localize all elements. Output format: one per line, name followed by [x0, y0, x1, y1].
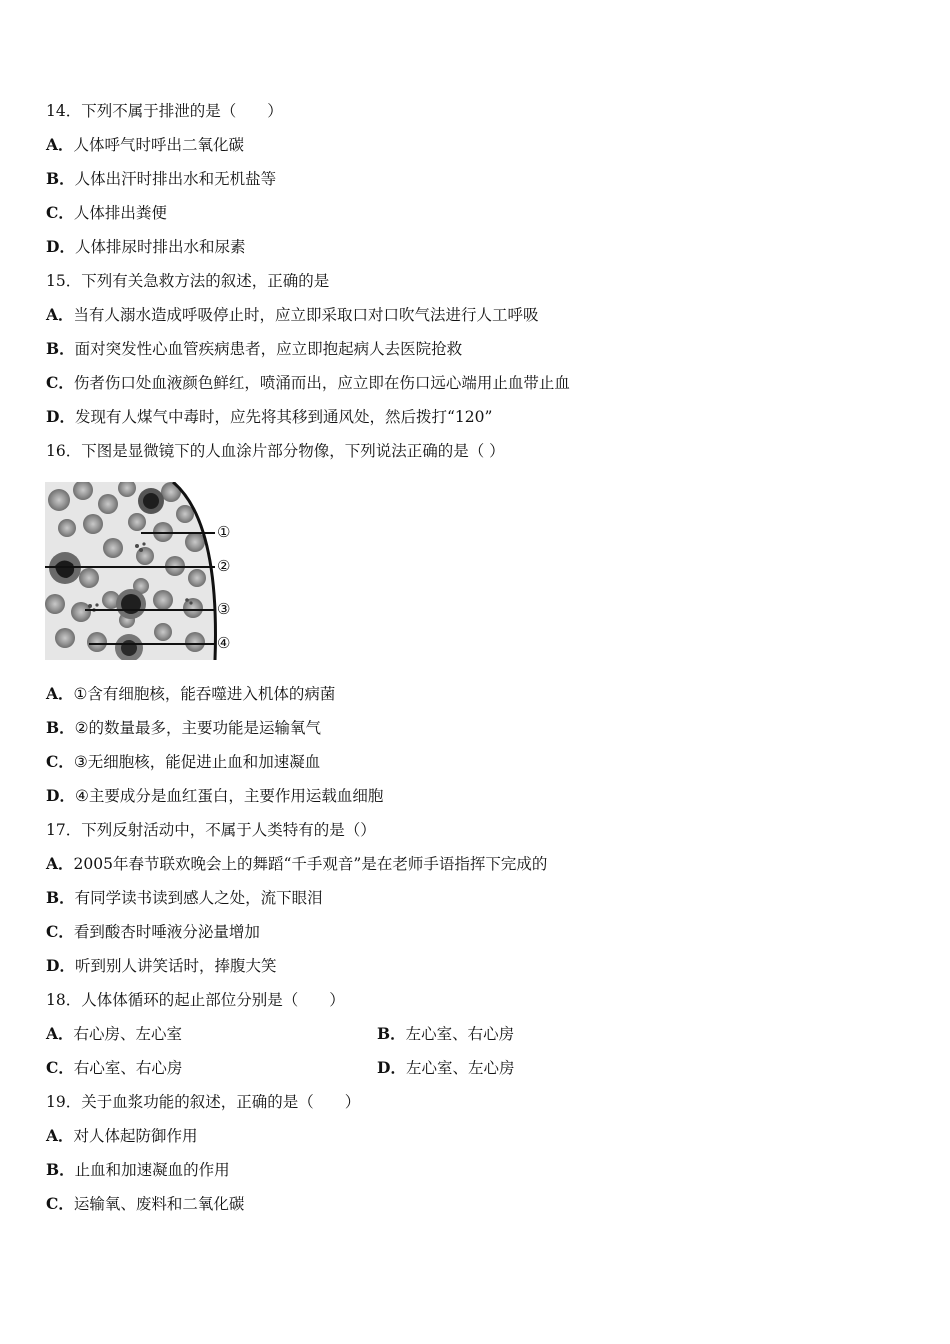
option-label: D．	[46, 786, 75, 805]
q17-option-d	[46, 956, 276, 976]
option-text: 运输氧、废料和二氧化碳	[73, 1195, 245, 1213]
figure-label-1: ①	[217, 523, 231, 541]
option-text: 左心室、右心房	[405, 1025, 515, 1043]
q17-option-a	[46, 854, 547, 874]
option-text: 人体出汗时排出水和无机盐等	[74, 170, 277, 188]
blood-smear-image	[45, 482, 240, 660]
option-text: 人体排出粪便	[73, 204, 167, 222]
option-label: D．	[46, 407, 75, 426]
question-19-stem: 19．关于血浆功能的叙述，正确的是（ ）	[46, 1093, 361, 1111]
option-text: 听到别人讲笑话时，捧腹大笑	[74, 957, 277, 975]
question-14-stem: 14．下列不属于排泄的是（ ）	[46, 102, 283, 120]
question-18-stem: 18．人体体循环的起止部位分别是（ ）	[46, 991, 345, 1009]
option-label: B．	[46, 339, 75, 358]
option-label: C．	[46, 203, 74, 222]
option-text: ③无细胞核，能促进止血和加速凝血	[73, 753, 321, 771]
option-label: B．	[46, 718, 75, 737]
q14-option-a	[46, 135, 244, 155]
option-label: B．	[46, 169, 75, 188]
option-label: B．	[377, 1024, 406, 1043]
q19-option-b	[46, 1160, 230, 1180]
figure-label-3: ③	[217, 600, 231, 618]
blood-smear-figure	[45, 482, 240, 660]
option-text: 发现有人煤气中毒时，应先将其移到通风处，然后拨打“120”	[74, 408, 493, 426]
option-label: D．	[377, 1058, 406, 1077]
option-text: 当有人溺水造成呼吸停止时，应立即采取口对口吹气法进行人工呼吸	[73, 306, 539, 324]
question-17-stem: 17．下列反射活动中，不属于人类特有的是（）	[46, 821, 376, 839]
q15-option-c	[46, 373, 570, 393]
option-text: 止血和加速凝血的作用	[74, 1161, 230, 1179]
option-text: 人体呼气时呼出二氧化碳	[73, 136, 245, 154]
option-label: A．	[46, 684, 74, 703]
option-label: C．	[46, 752, 74, 771]
q15-option-b	[46, 339, 462, 359]
option-label: B．	[46, 888, 75, 907]
q16-option-b	[46, 718, 321, 738]
option-text: 左心室、左心房	[405, 1059, 515, 1077]
q19-option-a	[46, 1126, 198, 1146]
q18-option-b	[377, 1024, 514, 1044]
q15-option-d	[46, 407, 492, 427]
q16-option-a	[46, 684, 335, 704]
q14-option-d	[46, 237, 245, 257]
option-text: 面对突发性心血管疾病患者，应立即抱起病人去医院抢救	[74, 340, 463, 358]
q14-option-b	[46, 169, 276, 189]
option-text: 右心室、右心房	[73, 1059, 183, 1077]
option-label: A．	[46, 135, 74, 154]
q15-option-a	[46, 305, 539, 325]
option-text: 右心房、左心室	[73, 1025, 183, 1043]
question-16-stem: 16．下图是显微镜下的人血涂片部分物像，下列说法正确的是（ ）	[46, 442, 505, 460]
option-label: D．	[46, 237, 75, 256]
option-label: C．	[46, 373, 74, 392]
figure-label-2: ②	[217, 557, 231, 575]
option-label: C．	[46, 1194, 74, 1213]
option-label: A．	[46, 305, 74, 324]
q16-option-d	[46, 786, 383, 806]
option-label: D．	[46, 956, 75, 975]
option-text: 2005年春节联欢晚会上的舞蹈“千手观音”是在老师手语指挥下完成的	[73, 855, 548, 873]
q17-option-c	[46, 922, 260, 942]
option-text: 对人体起防御作用	[73, 1127, 198, 1145]
q16-option-c	[46, 752, 320, 772]
option-text: ④主要成分是血红蛋白，主要作用运载血细胞	[74, 787, 384, 805]
option-text: 有同学读书读到感人之处，流下眼泪	[74, 889, 323, 907]
q19-option-c	[46, 1194, 244, 1214]
option-label: A．	[46, 1024, 74, 1043]
q18-option-c	[46, 1058, 182, 1078]
option-text: ②的数量最多，主要功能是运输氧气	[74, 719, 322, 737]
option-label: A．	[46, 1126, 74, 1145]
q18-option-d	[377, 1058, 514, 1078]
option-text: 伤者伤口处血液颜色鲜红，喷涌而出，应立即在伤口远心端用止血带止血	[73, 374, 570, 392]
figure-label-4: ④	[217, 634, 231, 652]
question-15-stem: 15．下列有关急救方法的叙述，正确的是	[46, 272, 330, 290]
option-text: 人体排尿时排出水和尿素	[74, 238, 246, 256]
option-label: A．	[46, 854, 74, 873]
option-label: C．	[46, 1058, 74, 1077]
option-text: ①含有细胞核，能吞噬进入机体的病菌	[73, 685, 336, 703]
option-text: 看到酸杏时唾液分泌量增加	[73, 923, 260, 941]
option-label: C．	[46, 922, 74, 941]
q17-option-b	[46, 888, 323, 908]
q14-option-c	[46, 203, 167, 223]
option-label: B．	[46, 1160, 75, 1179]
q18-option-a	[46, 1024, 182, 1044]
